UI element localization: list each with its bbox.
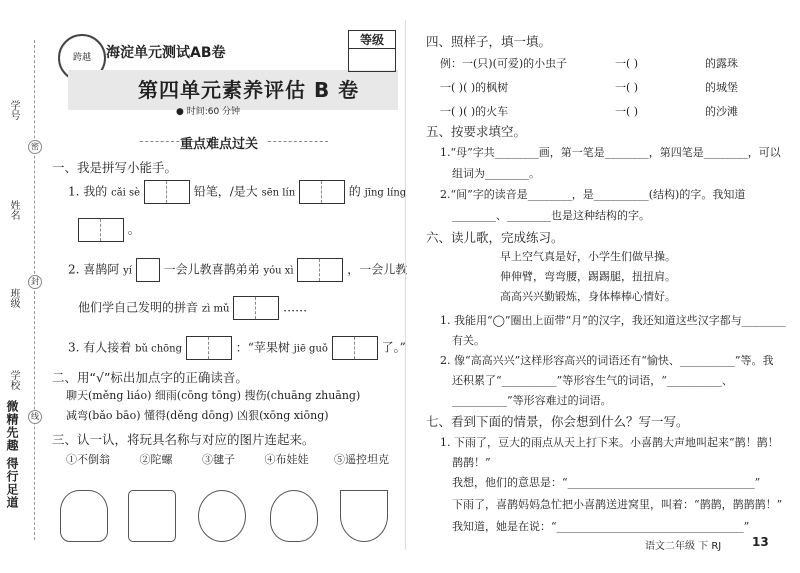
toy-name-1[interactable]: ①不倒翁 [66, 453, 110, 466]
q1-item-3 [68, 336, 406, 360]
q1-1-pinyin-3: jīng líng [364, 187, 407, 199]
q1-2-text-a: 2. 喜鹊阿 [68, 262, 120, 277]
q7-item-1-line2: 鹊鹊！” [452, 456, 491, 469]
question-5-heading: 五、按要求填空。 [426, 124, 527, 139]
q5-item-1-line2[interactable]: 组词为________。 [452, 167, 540, 180]
q1-1-grid-1[interactable] [144, 180, 190, 204]
question-3-heading: 三、认一认，将玩具名称与对应的图片连起来。 [52, 432, 315, 447]
q1-2-text-d: 他们学自己发明的拼音 [78, 300, 199, 315]
question-1-heading: 一、我是拼写小能手。 [52, 160, 178, 175]
binding-margin [0, 0, 40, 573]
q1-3-pinyin-1: bǔ chōng [135, 343, 183, 355]
q1-1-text-a: 1. 我的 [68, 184, 108, 199]
q7-answer-2[interactable]: 我知道，她是在说：“__________________________________” [452, 520, 750, 533]
name-label: 姓名 [8, 200, 19, 220]
q1-item-1 [68, 180, 406, 204]
q1-3-pinyin-2: jiē guǒ [293, 343, 328, 355]
question-7-heading: 七、看到下面的情景，你会想到什么？写一写。 [426, 414, 689, 429]
q1-2-pinyin-2: yóu xì [263, 265, 294, 277]
q1-1-text-c: 的 [348, 184, 361, 199]
q3-toy-names [66, 451, 389, 467]
q6-item-1[interactable]: 1. 我能用“◯”圈出上面带“月”的汉字，我还知道这些汉字都与________ [440, 314, 786, 327]
q1-2-text-b: 一会儿教喜鹊弟弟 [163, 262, 260, 277]
q1-2-text-c: ，一会儿教 [347, 262, 408, 277]
q1-item-1-line2 [78, 218, 140, 242]
q1-2-text-e: …… [283, 300, 308, 315]
q1-3-grid-2[interactable] [332, 336, 378, 360]
question-2-heading: 二、用“√”标出加点字的正确读音。 [52, 370, 248, 385]
q4-r1-example: 例：一(只)(可爱)的小虫子 [440, 57, 568, 70]
page-divider [405, 20, 406, 550]
series-title: 海淀单元测试AB卷 [106, 45, 226, 61]
q4-r1-noun: 的露珠 [705, 57, 738, 70]
q4-r2-noun: 的城堡 [705, 81, 738, 94]
publisher-logo: 跨越 [58, 34, 106, 82]
q1-2-grid-2[interactable] [297, 258, 343, 282]
q1-2-grid-1[interactable] [136, 258, 160, 282]
seal-mark-2: 封 [28, 275, 42, 289]
toy-name-2[interactable]: ②陀螺 [139, 453, 173, 466]
q1-item-2 [68, 258, 407, 282]
q2-row-2[interactable]: 减弯(bǎo bāo) 懂得(děng dōng) 凶狠(xōng xiōng) [66, 409, 329, 422]
q4-row-3 [440, 103, 738, 119]
book-footer: 语文二年级 下 RJ [645, 541, 722, 552]
q2-row-1[interactable]: 聊天(měng liáo) 细雨(cōng tōng) 搜伤(chuāng zhuāng) [66, 389, 361, 402]
q1-1-pinyin-1: cǎi sè [111, 187, 141, 199]
q1-1-grid-2[interactable] [299, 180, 345, 204]
toy-name-3[interactable]: ③毽子 [202, 453, 235, 466]
school-label: 学校 [8, 370, 19, 390]
section-banner: 重点难点过关 [180, 137, 259, 152]
grade-box[interactable] [348, 30, 396, 72]
q1-3-grid-1[interactable] [186, 336, 232, 360]
q7-answer-1[interactable]: 我想，他们的意思是：“__________________________________” [452, 476, 761, 489]
q1-3-text-a: 3. 有人接着 [68, 340, 132, 355]
q6-item-2-line3[interactable]: __________”等形容难过的词语。 [452, 394, 612, 407]
q1-item-2-line2 [78, 296, 307, 320]
toy-name-4[interactable]: ④布娃娃 [264, 453, 309, 466]
banner-line-right [268, 141, 328, 142]
q1-1-pinyin-2: sēn lín [261, 187, 296, 199]
time-limit: ● 时间:60 分钟 [176, 107, 241, 117]
doll-picture[interactable] [60, 490, 108, 542]
q1-2-grid-3[interactable] [233, 296, 279, 320]
q4-r3-noun: 的沙滩 [705, 105, 738, 118]
q5-item-1[interactable]: 1.“母”字共________画，第一笔是________，第四笔是________，可以 [440, 146, 781, 159]
q1-1-grid-3[interactable] [78, 218, 124, 242]
q6-item-1-line2: 有关。 [452, 334, 485, 347]
toy-name-5[interactable]: ⑤遥控坦克 [334, 453, 389, 466]
q7-item-1-line4: 下雨了，喜鹊妈妈急忙把小喜鹊送进窝里，叫着：“鹊鹊，鹊鹊鹊！” [452, 498, 783, 511]
grade-label: 等级 [349, 31, 395, 49]
toy-pictures [60, 490, 390, 550]
page-number: 13 [752, 535, 769, 549]
binding-cut-line [34, 40, 35, 540]
q4-r3-blank[interactable]: 一( ) [615, 105, 639, 118]
q1-2-pinyin-3: zì mǔ [201, 303, 230, 315]
q1-2-pinyin-1: yí [123, 265, 132, 277]
q4-r2-blank[interactable]: 一( ) [615, 81, 639, 94]
q5-item-2-line2[interactable]: ________、________也是这种结构的字。 [452, 209, 650, 222]
q4-r1-blank[interactable]: 一( ) [615, 57, 639, 70]
poem-line-3: 高高兴兴勤锻炼，身体棒棒心情好。 [500, 290, 676, 303]
q4-row-1 [440, 55, 738, 71]
q1-3-text-c: 了。” [381, 340, 406, 355]
q4-r3-left[interactable]: 一( )( )的火车 [440, 105, 509, 118]
class-label: 班级 [8, 288, 19, 308]
question-4-heading: 四、照样子，填一填。 [426, 34, 552, 49]
tank-picture[interactable] [128, 490, 176, 542]
q1-1-text-d: 。 [127, 222, 140, 237]
shuttlecock-picture[interactable] [340, 490, 388, 542]
q6-item-2[interactable]: 2. 像“高高兴兴”这样形容高兴的词语还有“愉快、__________”等。我 [440, 354, 774, 367]
q6-item-2-line2[interactable]: 还积累了“__________”等形容生气的词语，“__________、 [452, 374, 733, 387]
page-title: 第四单元素养评估 B 卷 [138, 78, 360, 102]
q4-r2-left[interactable]: 一( )( )的枫树 [440, 81, 509, 94]
q7-item-1: 1. 下雨了，豆大的雨点从天上打下来。小喜鹊大声地叫起来“鹊！鹊！ [440, 436, 779, 449]
top-picture[interactable] [198, 490, 246, 542]
seal-mark-1: 密 [28, 140, 42, 154]
poem-line-2: 伸伸臂，弯弯腰，踢踢腿，扭扭肩。 [500, 270, 676, 283]
q1-3-text-b: ：“苹果树 [235, 340, 290, 355]
tumbler-picture[interactable] [270, 490, 318, 542]
seal-mark-3: 线 [28, 410, 42, 424]
binding-slogan: 微精先趣 得行足道 [5, 400, 19, 510]
q1-1-text-b: 铅笔，/是大 [193, 184, 258, 199]
q4-row-2 [440, 79, 738, 95]
poem-line-1: 早上空气真是好，小学生们做早操。 [500, 250, 676, 263]
student-id-label: 学号 [8, 100, 19, 120]
question-6-heading: 六、读儿歌，完成练习。 [426, 230, 564, 245]
q5-item-2[interactable]: 2.“间”字的读音是________，是__________(结构)的字。我知道 [440, 188, 746, 201]
